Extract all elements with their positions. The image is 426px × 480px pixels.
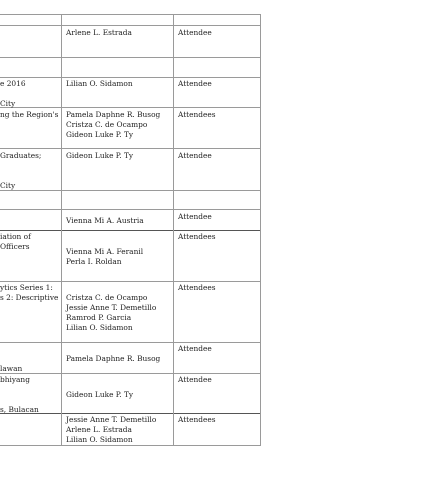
attendance-role: Attendee — [178, 212, 212, 221]
attendance-role: Attendees — [178, 110, 216, 119]
attendance-role: Attendee — [178, 151, 212, 160]
row-divider — [0, 190, 261, 191]
activity-title-fragment: City — [0, 181, 16, 190]
activity-title-fragment: ytics Series 1: — [0, 283, 53, 292]
row-divider — [0, 14, 261, 15]
activity-title-fragment: s, Bulacan — [0, 405, 39, 414]
participant-name: Ramrod P. Garcia — [66, 313, 132, 322]
row-divider — [0, 57, 261, 58]
attendance-role: Attendees — [178, 415, 216, 424]
activity-title-fragment: ng the Region's — [0, 110, 59, 119]
row-divider — [0, 25, 261, 26]
row-divider — [0, 342, 261, 343]
activity-title-fragment: Graduates; — [0, 151, 42, 160]
participant-name: Lilian O. Sidamon — [66, 435, 133, 444]
participant-name: Lilian O. Sidamon — [66, 323, 133, 332]
attendance-role: Attendees — [178, 283, 216, 292]
participant-name: Gideon Luke P. Ty — [66, 151, 134, 160]
row-divider — [0, 77, 261, 78]
activity-title-fragment: Officers — [0, 242, 30, 251]
attendance-role: Attendee — [178, 344, 212, 353]
activity-title-fragment: City — [0, 99, 16, 108]
activity-title-fragment: s 2: Descriptive — [0, 293, 59, 302]
row-divider — [0, 230, 261, 231]
activity-title-fragment: lawan — [0, 364, 23, 373]
participant-name: Lilian O. Sidamon — [66, 79, 133, 88]
row-divider — [0, 107, 261, 108]
row-divider — [0, 445, 261, 446]
participant-name: Pamela Daphne R. Busog — [66, 110, 161, 119]
participant-name: Gideon Luke P. Ty — [66, 390, 134, 399]
participant-name: Cristza C. de Ocampo — [66, 120, 148, 129]
attendance-role: Attendee — [178, 375, 212, 384]
attendance-role: Attendee — [178, 28, 212, 37]
participant-name: Arlene L. Estrada — [66, 425, 132, 434]
row-divider — [0, 209, 261, 210]
participant-name: Gideon Luke P. Ty — [66, 130, 134, 139]
column-divider — [61, 14, 62, 446]
activity-title-fragment: iation of — [0, 232, 31, 241]
attendance-role: Attendees — [178, 232, 216, 241]
participant-name: Cristza C. de Ocampo — [66, 293, 148, 302]
row-divider — [0, 413, 261, 414]
participant-name: Jessie Anne T. Demetillo — [66, 415, 157, 424]
participant-name: Vienna Mi A. Austria — [66, 216, 144, 225]
participant-name: Jessie Anne T. Demetillo — [66, 303, 157, 312]
participant-name: Arlene L. Estrada — [66, 28, 132, 37]
participant-name: Vienna Mi A. Feranil — [66, 247, 144, 256]
attendance-role: Attendee — [178, 79, 212, 88]
activity-title-fragment: bhiyang — [0, 375, 30, 384]
activity-title-fragment: e 2016 — [0, 79, 26, 88]
participant-name: Perla I. Roldan — [66, 257, 122, 266]
row-divider — [0, 148, 261, 149]
row-divider — [0, 281, 261, 282]
column-divider — [173, 14, 174, 446]
row-divider — [0, 373, 261, 374]
participant-name: Pamela Daphne R. Busog — [66, 354, 161, 363]
column-divider — [260, 14, 261, 446]
